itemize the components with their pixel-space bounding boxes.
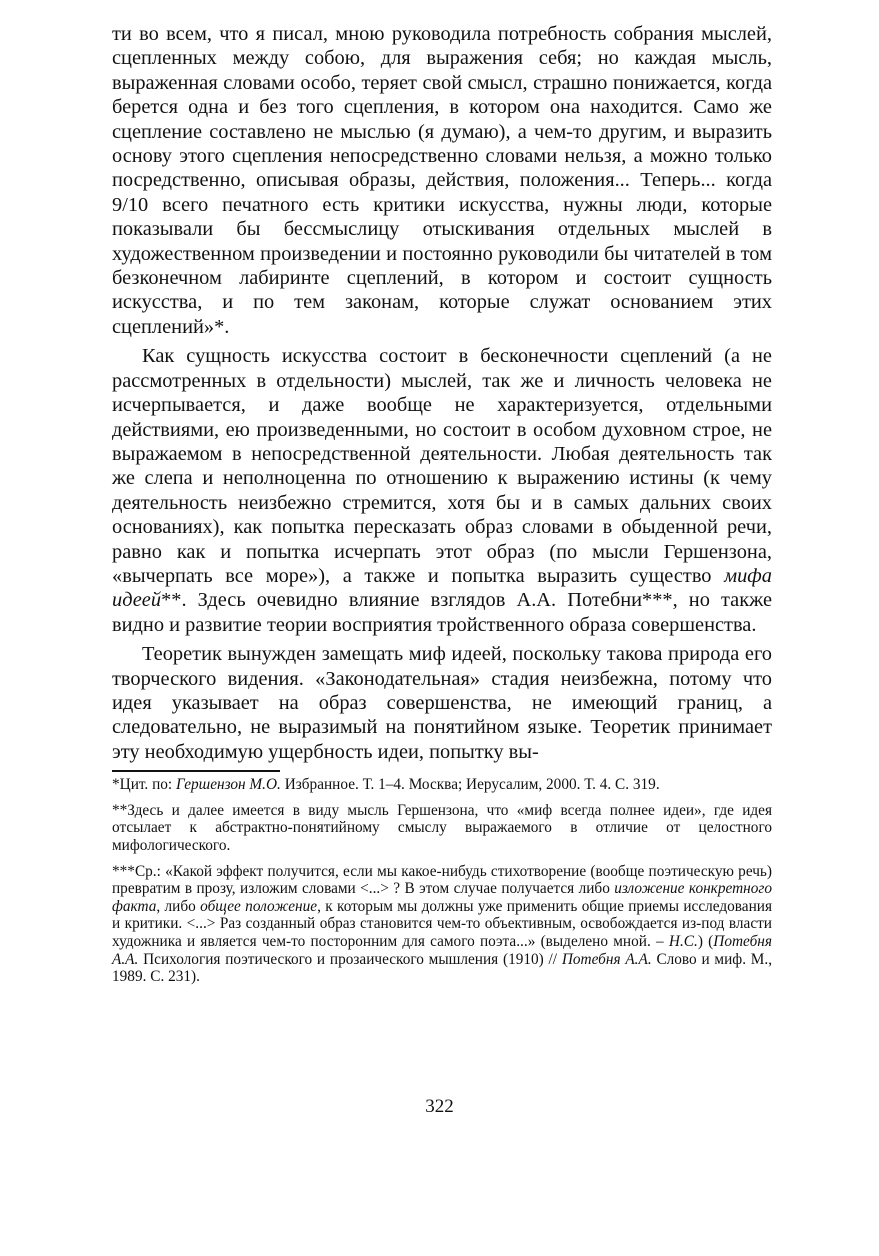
footnote-3-text-e: Психология поэтического и прозаического мышления (1910) // xyxy=(143,950,558,968)
footnote-1-prefix: *Цит. по: xyxy=(112,776,173,794)
footnotes xyxy=(112,776,772,986)
footnote-3-italic-5: Потебня А.А. xyxy=(561,950,652,968)
footnote-3-text-f: Слово и миф. М., 1989. С. 231). xyxy=(112,950,773,986)
book-page xyxy=(112,22,772,994)
footnote-1 xyxy=(112,776,772,794)
main-text xyxy=(112,22,772,764)
footnote-3-text-a: ***Ср.: «Какой эффект получится, если мы какое-нибудь стихотворение (вообще поэтическую речь) превратим в прозу, изложим словами <...> ? В этом случае получается либо xyxy=(112,862,772,898)
footnote-2: **Здесь и далее имеется в виду мысль Гершензона, что «миф всегда полнее идеи», где идея отсылает к абстрактно-понятийному смыслу выражаемого в отличие от целостного мифологического. xyxy=(112,801,772,854)
paragraph-2-italic: мифа идеей xyxy=(112,564,772,612)
footnote-1-author: Гершензон М.О. xyxy=(175,776,281,794)
paragraph-2 xyxy=(112,344,772,637)
footnote-3-text-b: , либо xyxy=(156,897,196,915)
footnote-3-italic-2: общее положение xyxy=(200,897,318,915)
footnote-3 xyxy=(112,863,772,986)
paragraph-2-text-a: Как сущность искусства состоит в бесконечности сцеплений (а не рассмотренных в отдельности) мыслей, так же и личность человека не исчерпывается, и даже вообще не характеризуется, отдельными действиями, ею произведенными, но состоит в особом духовном строе, не выражаемом в непосредственной деятельности. Любая деятельность так же слепа и неполноценна по отношению к выражению истины (к чему деятельность неизбежно стремится, хотя бы и в самых дальних своих основаниях), как попытка пересказать образ словами в обыденной речи, равно как и попытка исчерпать этот образ (по мысли Гершензона, «вычерпать все море»), а также и попытка выразить существо xyxy=(112,345,772,587)
footnote-3-italic-3: Н.С. xyxy=(668,932,698,950)
footnote-1-source: Избранное. Т. 1–4. Москва; Иерусалим, 2000. Т. 4. С. 319. xyxy=(284,776,660,794)
footnote-separator xyxy=(112,770,280,772)
page-number: 322 xyxy=(425,1096,454,1117)
footnote-3-text-c: , к которым мы должны уже применить общие приемы исследования и критики. <...> Раз созданный образ становится чем-то объективным, освобождается из-под власти художника и является чем-то посторонним для самого поэта...» (выделено мной. – xyxy=(112,897,773,950)
footnote-3-italic-4: Потебня А.А. xyxy=(112,932,772,968)
footnote-3-text-d: ) ( xyxy=(697,932,714,950)
footnote-3-italic-1: изложение конкретного факта xyxy=(112,880,772,915)
paragraph-2-text-b: **. Здесь очевидно влияние взглядов А.А. Потебни***, но также видно и развитие теории восприятия тройственного образа совершенства. xyxy=(112,589,772,636)
paragraph-1: ти во всем, что я писал, мною руководила потребность собрания мыслей, сцепленных между собою, для выражения себя; но каждая мысль, выраженная словами особо, теряет свой смысл, страшно понижается, когда берется одна и без того сцепления, в котором она находится. Само же сцепление составлено не мыслью (я думаю), а чем-то другим, и выразить основу этого сцепления непосредственно словами нельзя, а можно только посредственно, описывая образы, действия, положения... Теперь... когда 9/10 всего печатного есть критики искусства, нужны люди, которые показывали бы бессмыслицу отыскивания отдельных мыслей в художественном произведении и постоянно руководили бы читателей в том безконечном лабиринте сцеплений, в котором и состоит сущность искусства, и по тем законам, которые служат основанием этих сцеплений»*. xyxy=(112,23,772,338)
paragraph-3: Теоретик вынужден замещать миф идеей, поскольку такова природа его творческого видения. «Законодательная» стадия неизбежна, потому что идея указывает на образ совершенства, не имеющий границ, а следовательно, не выразимый на понятийном языке. Теоретик принимает эту необходимую ущербность идеи, попытку вы- xyxy=(112,643,772,763)
